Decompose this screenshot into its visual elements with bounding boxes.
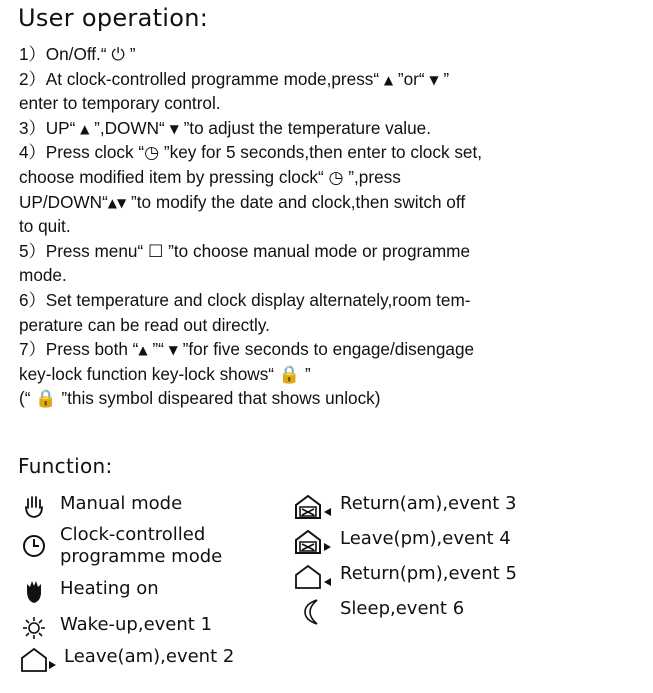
instruction-text: ”to modify the date and clock,then switch off <box>126 191 466 212</box>
manual-hand-icon <box>20 493 48 521</box>
instruction-text: ” <box>124 44 136 64</box>
function-label: Sleep,event 6 <box>340 598 465 619</box>
instruction-line <box>19 313 644 338</box>
clock-icon <box>20 532 48 560</box>
key-symbol-icon: 🔒 <box>278 364 301 385</box>
instruction-text: mode. <box>19 265 67 286</box>
instruction-text: ”or“ <box>393 68 430 89</box>
function-item-leave-am <box>20 646 234 674</box>
key-symbol-icon: ◷ <box>144 143 160 164</box>
instruction-line <box>19 337 644 362</box>
house-return-icon <box>294 563 334 591</box>
instruction-line <box>19 165 644 190</box>
instruction-text: perature can be read out directly. <box>19 314 270 335</box>
function-item-return-pm <box>294 563 517 591</box>
instruction-text: 1）On/Off.“ <box>19 44 112 64</box>
key-symbol-icon: ▼ <box>168 343 178 358</box>
key-symbol-icon: ▲ <box>138 343 148 358</box>
instruction-line <box>19 362 644 387</box>
function-label: Return(am),event 3 <box>340 493 517 514</box>
instruction-line <box>19 386 644 411</box>
function-item-clock-mode <box>20 524 235 568</box>
function-label: Heating on <box>60 578 159 599</box>
house-return-filled-icon <box>294 493 334 521</box>
function-item-wake-up <box>20 614 212 642</box>
function-item-leave-pm <box>294 528 511 556</box>
instruction-text: 3）UP“ <box>19 117 81 138</box>
instruction-line <box>19 239 644 264</box>
key-symbol-icon: ☐ <box>147 241 164 262</box>
function-label: Return(pm),event 5 <box>340 563 517 584</box>
instruction-text: ”this symbol dispeared that shows unlock) <box>56 388 381 409</box>
instruction-text: 6）Set temperature and clock display alternately,room tem- <box>19 289 471 310</box>
instruction-line <box>19 116 644 141</box>
function-label: Clock-controlled programme mode <box>60 524 223 567</box>
instruction-line <box>19 263 644 288</box>
user-operation-steps <box>19 42 644 411</box>
instruction-text: ” <box>438 68 450 89</box>
instruction-line <box>19 91 644 116</box>
heating-hand-icon <box>20 578 48 606</box>
instruction-line <box>19 288 644 313</box>
user-operation-heading: User operation: <box>18 4 209 32</box>
house-leave-icon <box>20 646 64 674</box>
instruction-line <box>19 190 644 215</box>
house-leave-filled-icon <box>294 528 334 556</box>
instruction-text: ”,press <box>343 166 401 187</box>
function-item-heating-on <box>20 578 159 606</box>
function-item-manual-mode <box>20 493 182 521</box>
instruction-line <box>19 67 644 92</box>
key-symbol-icon: ▲ <box>80 121 90 136</box>
instruction-text: ”key for 5 seconds,then enter to clock set, <box>159 142 483 163</box>
function-label: Leave(pm),event 4 <box>340 528 511 549</box>
instruction-text: 2）At clock-controlled programme mode,press“ <box>19 68 384 89</box>
instruction-text: ” <box>300 363 311 384</box>
key-symbol-icon: ⏻ <box>111 45 125 65</box>
instruction-text: enter to temporary control. <box>19 93 221 114</box>
instruction-text: choose modified item by pressing clock“ <box>19 166 329 187</box>
instruction-text: to quit. <box>19 216 71 237</box>
instruction-text: ”“ <box>147 339 169 360</box>
instruction-text: ”to adjust the temperature value. <box>178 117 432 138</box>
function-label: Wake-up,event 1 <box>60 614 213 635</box>
key-symbol-icon: ▲ <box>383 72 394 87</box>
key-symbol-icon: ▼ <box>169 121 179 136</box>
instruction-text: key-lock function key-lock shows“ <box>19 363 279 384</box>
function-item-return-am <box>294 493 517 521</box>
instruction-text: ”,DOWN“ <box>89 117 170 138</box>
instruction-line <box>19 140 644 165</box>
instruction-line <box>19 214 644 239</box>
instruction-text: 4）Press clock “ <box>19 142 145 163</box>
function-label: Manual mode <box>60 493 183 514</box>
instruction-text: ”for five seconds to engage/disengage <box>177 339 475 360</box>
instruction-text: ”to choose manual mode or programme <box>163 240 471 261</box>
instruction-text: 7）Press both “ <box>19 339 139 360</box>
function-item-sleep <box>298 598 464 626</box>
instruction-text: (“ <box>19 388 36 409</box>
key-symbol-icon: ▼ <box>429 72 439 87</box>
key-symbol-icon: ▲▼ <box>107 195 127 210</box>
function-label: Leave(am),event 2 <box>64 646 235 667</box>
sun-icon <box>20 614 48 642</box>
function-heading: Function: <box>18 454 113 478</box>
instruction-text: 5）Press menu“ <box>19 240 148 261</box>
instruction-text: UP/DOWN“ <box>19 191 108 212</box>
key-symbol-icon: ◷ <box>328 167 344 188</box>
moon-icon <box>298 598 326 626</box>
instruction-line <box>19 42 644 67</box>
key-symbol-icon: 🔒 <box>35 389 57 410</box>
